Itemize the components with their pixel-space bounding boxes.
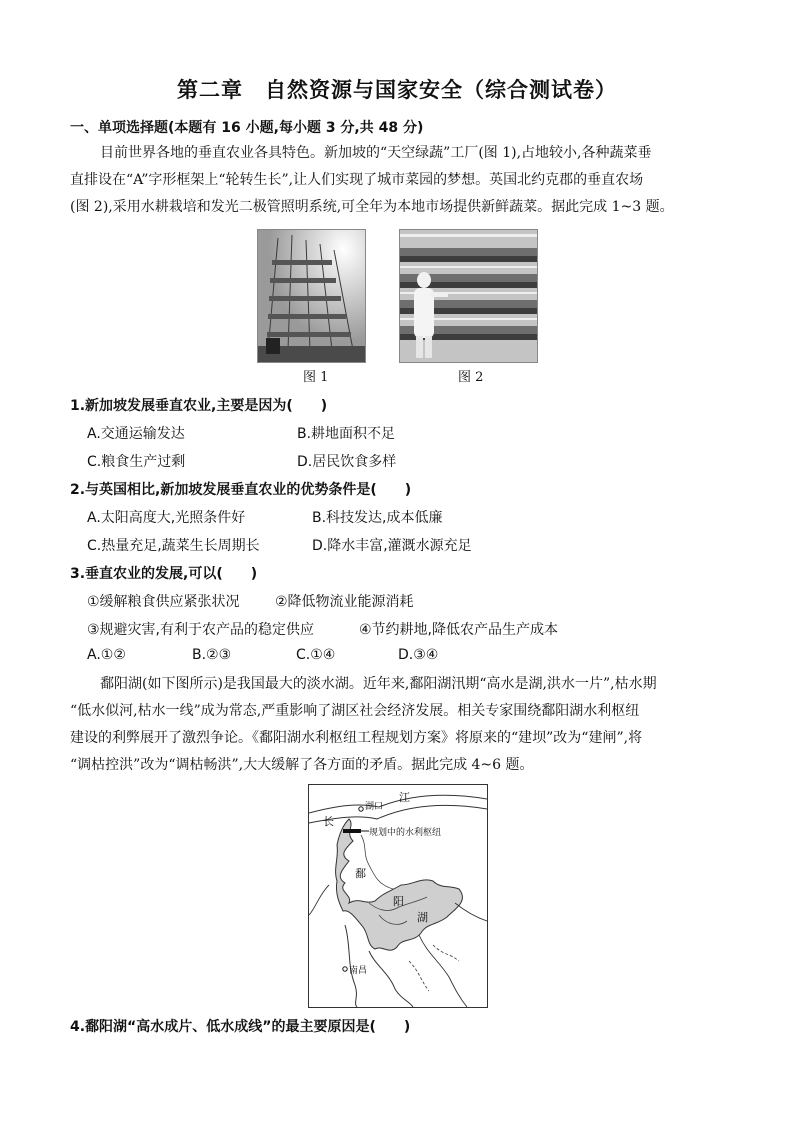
page-title: 第二章 自然资源与国家安全（综合测试卷） — [177, 78, 617, 102]
question-4-stem: 4.鄱阳湖“高水成片、低水成线”的最主要原因是( ) — [70, 1019, 411, 1035]
q1-option-a[interactable]: A.交通运输发达 — [87, 426, 185, 442]
q1-option-c[interactable]: C.粮食生产过剩 — [87, 454, 186, 470]
map-label-chang: 长 — [323, 815, 334, 828]
question-3-stem: 3.垂直农业的发展,可以( ) — [70, 566, 258, 582]
passage2-line1: 鄱阳湖(如下图所示)是我国最大的淡水湖。近年来,鄱阳湖汛期“高水是湖,洪水一片”,枯水期 — [100, 676, 657, 692]
figure-2-photo — [399, 229, 538, 363]
q2-option-c[interactable]: C.热量充足,蔬菜生长周期长 — [87, 538, 260, 554]
q3-option-a[interactable]: A.①② — [87, 647, 126, 663]
q1-option-d[interactable]: D.居民饮食多样 — [297, 454, 397, 470]
figure-1-photo — [257, 229, 366, 363]
q3-statement-4: ④节约耕地,降低农产品生产成本 — [359, 622, 559, 638]
figure-1-caption: 图 1 — [303, 370, 329, 385]
passage1-line2: 直排设在“A”字形框架上“轮转生长”,让人们实现了城市菜园的梦想。英国北约克郡的垂直农场 — [70, 172, 644, 188]
q3-option-d[interactable]: D.③④ — [398, 647, 439, 663]
figure-2-caption: 图 2 — [458, 370, 484, 385]
passage2-line3: 建设的利弊展开了激烈争论。《鄱阳湖水利枢纽工程规划方案》将原来的“建坝”改为“建闸”,将 — [70, 730, 643, 746]
map-label-hu: 湖 — [417, 911, 428, 924]
poyang-lake-map — [308, 784, 488, 1008]
question-1-stem: 1.新加坡发展垂直农业,主要是因为( ) — [70, 398, 328, 414]
map-label-hub: 规划中的水利枢纽 — [369, 828, 442, 838]
passage2-line2: “低水似河,枯水一线”成为常态,严重影响了湖区社会经济发展。相关专家围绕鄱阳湖水利枢纽 — [70, 703, 640, 719]
q3-option-b[interactable]: B.②③ — [192, 647, 232, 663]
section-heading: 一、单项选择题(本题有 16 小题,每小题 3 分,共 48 分) — [70, 120, 424, 136]
passage1-line1: 目前世界各地的垂直农业各具特色。新加坡的“天空绿蔬”工厂(图 1),占地较小,各种蔬菜垂 — [100, 145, 652, 161]
map-label-nanchang: 南昌 — [349, 966, 368, 976]
q2-option-b[interactable]: B.科技发达,成本低廉 — [312, 510, 443, 526]
q2-option-a[interactable]: A.太阳高度大,光照条件好 — [87, 510, 246, 526]
map-label-hukou: 湖口 — [365, 802, 384, 812]
map-label-yang: 阳 — [393, 895, 404, 908]
question-2-stem: 2.与英国相比,新加坡发展垂直农业的优势条件是( ) — [70, 482, 412, 498]
passage1-line3: (图 2),采用水耕栽培和发光二极管照明系统,可全年为本地市场提供新鲜蔬菜。据此完成 1~3 题。 — [70, 199, 674, 215]
q3-statement-2: ②降低物流业能源消耗 — [275, 594, 414, 610]
map-label-po: 鄱 — [355, 867, 366, 880]
passage2-line4: “调枯控洪”改为“调枯畅洪”,大大缓解了各方面的矛盾。据此完成 4~6 题。 — [70, 757, 534, 773]
q2-option-d[interactable]: D.降水丰富,灌溉水源充足 — [312, 538, 472, 554]
map-label-jiang: 江 — [399, 791, 410, 804]
q1-option-b[interactable]: B.耕地面积不足 — [297, 426, 396, 442]
q3-statement-3: ③规避灾害,有利于农产品的稳定供应 — [87, 622, 315, 638]
q3-option-c[interactable]: C.①④ — [296, 647, 336, 663]
q3-statement-1: ①缓解粮食供应紧张状况 — [87, 594, 240, 610]
